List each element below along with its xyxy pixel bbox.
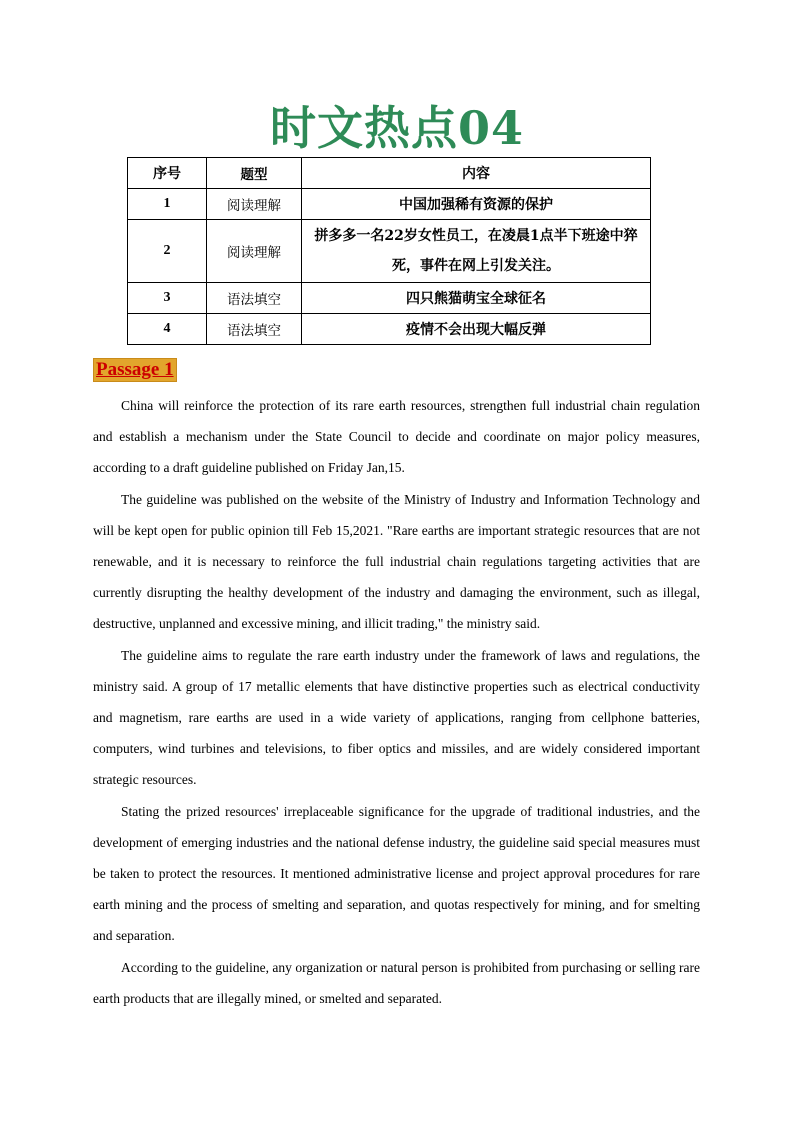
table-header-row: [128, 158, 651, 189]
page-title: 时文热点04: [269, 101, 524, 155]
row-content: 中国加强稀有资源的保护: [302, 189, 651, 220]
row-content: 四只熊猫萌宝全球征名: [302, 283, 651, 314]
passage-label: Passage 1: [93, 358, 177, 382]
row-number: 4: [128, 314, 207, 345]
passage-body: [93, 390, 700, 1014]
table-row: [128, 314, 651, 345]
header-number: 序号: [128, 158, 207, 189]
table-row: [128, 220, 651, 283]
paragraph: Stating the prized resources' irreplaceable significance for the upgrade of traditional industries, and the development of emerging industries and the national defense industry, the guideline said special measures must be taken to protect the resources. It mentioned administrative license and project approval procedures for rare earth mining and the process of smelting and separation, and quotas respectively for mining, and for smelting and separation.: [93, 803, 700, 944]
table-row: [128, 189, 651, 220]
paragraph: China will reinforce the protection of its rare earth resources, strengthen full industrial chain regulation and establish a mechanism under the State Council to decide and coordinate on major policy measures, according to a draft guideline published on Friday Jan,15.: [93, 398, 700, 476]
row-number: 3: [128, 283, 207, 314]
paragraph: The guideline aims to regulate the rare earth industry under the framework of laws and regulations, the ministry said. A group of 17 metallic elements that have distinctive properties such as electrical conductivity and magnetism, rare earths are used in a wide variety of applications, ranging from cellphone batteries, computers, wind turbines and televisions, to fiber optics and missiles, and are widely considered important strategic resources.: [93, 647, 700, 788]
row-number: 1: [128, 189, 207, 220]
row-type: 语法填空: [207, 283, 302, 314]
topic-table: [127, 157, 651, 345]
header-type: 题型: [207, 158, 302, 189]
paragraph: According to the guideline, any organization or natural person is prohibited from purchasing or selling rare earth products that are illegally mined, or smelted and separated.: [93, 959, 700, 1006]
row-type: 语法填空: [207, 314, 302, 345]
paragraph: The guideline was published on the website of the Ministry of Industry and Information Technology and will be kept open for public opinion till Feb 15,2021. "Rare earths are important strategic resources that are not renewable, and it is necessary to reinforce the full industrial chain regulations targeting activities that are currently disrupting the healthy development of the industry and damaging the environment, such as illegal, destructive, unplanned and excessive mining, and illicit trading," the ministry said.: [93, 491, 700, 632]
header-content: 内容: [302, 158, 651, 189]
row-content: 拼多多一名22岁女性员工，在凌晨1点半下班途中猝死，事件在网上引发关注。: [302, 220, 651, 283]
row-type: 阅读理解: [207, 220, 302, 283]
row-number: 2: [128, 220, 207, 283]
row-type: 阅读理解: [207, 189, 302, 220]
table-row: [128, 283, 651, 314]
row-content: 疫情不会出现大幅反弹: [302, 314, 651, 345]
